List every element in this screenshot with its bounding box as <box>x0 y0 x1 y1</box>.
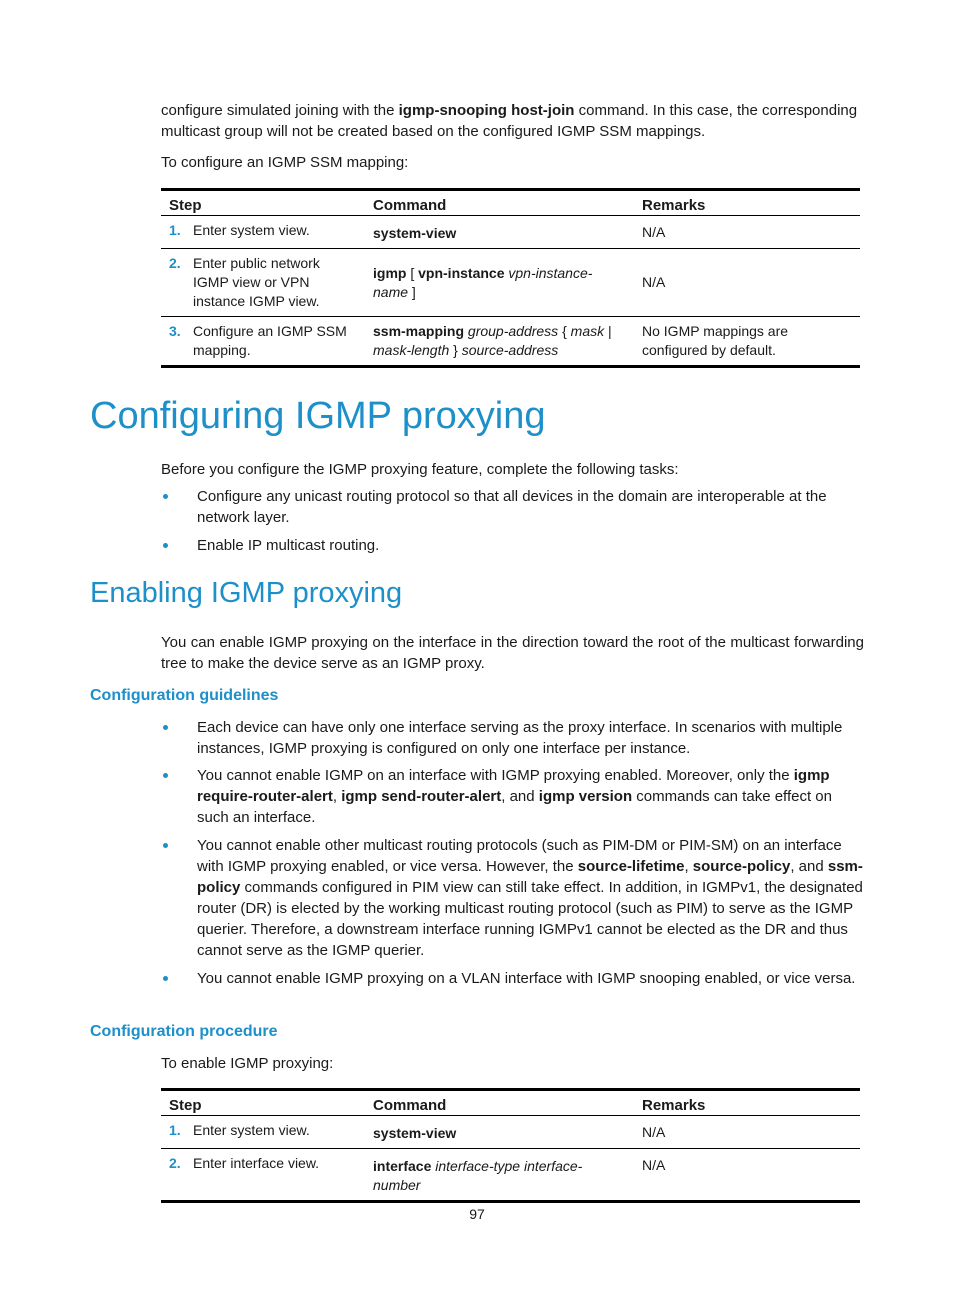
bullet-text: , <box>332 788 342 805</box>
intro-command: igmp-snooping host-join <box>398 102 575 119</box>
command-keyword: vpn-instance <box>418 264 505 281</box>
command-argument: group-address <box>464 323 559 339</box>
table-row <box>161 1116 860 1149</box>
command-argument: vpn-instance-name <box>373 264 593 300</box>
intro-text: configure simulated joining with the <box>161 102 399 119</box>
bullet-text: , <box>684 858 693 875</box>
bullet-text: Each device can have only one interface serving as the proxy interface. In scenarios with multiple instances, IGMP proxying is configured on only one interface per instance. <box>197 719 843 757</box>
intro-paragraph <box>161 100 864 142</box>
step-number: 3. <box>169 323 181 339</box>
bullet-text: , and <box>790 858 828 875</box>
header-command: Command <box>365 190 634 216</box>
command-syntax: [ <box>406 264 419 281</box>
step-text: Enter system view. <box>193 1122 310 1138</box>
bullet-text: commands can take effect on such an interface. <box>197 788 832 826</box>
step-number: 1. <box>169 222 181 238</box>
enable-proxying-table <box>161 1088 860 1203</box>
bullet-dot-icon <box>163 725 168 730</box>
bullet-dot-icon <box>163 976 168 981</box>
list-item <box>197 486 864 528</box>
step-number: 2. <box>169 1155 181 1171</box>
command-keyword: system-view <box>373 225 457 241</box>
bullet-dot-icon <box>163 543 168 548</box>
bullet-text: You cannot enable IGMP on an interface with IGMP proxying enabled. Moreover, only the <box>197 767 794 784</box>
bullet-dot-icon <box>163 494 168 499</box>
header-step: Step <box>161 190 365 216</box>
command-keyword: igmp send-router-alert <box>341 788 502 805</box>
list-item <box>197 535 864 556</box>
header-step: Step <box>161 1090 365 1116</box>
command-argument: mask-length <box>373 342 450 358</box>
bullet-text: Enable IP multicast routing. <box>197 537 380 554</box>
list-item <box>197 717 864 759</box>
command-argument: interface-type interface-number <box>373 1158 583 1193</box>
step-text: Configure an IGMP SSM mapping. <box>193 323 347 358</box>
list-item <box>197 765 864 828</box>
page-number: 97 <box>469 1206 485 1222</box>
header-remarks: Remarks <box>634 1090 860 1116</box>
step-number: 2. <box>169 255 181 271</box>
ssm-mapping-table <box>161 188 860 368</box>
bullet-dot-icon <box>163 843 168 848</box>
command-keyword: source-policy <box>692 858 791 875</box>
remarks: No IGMP mappings are configured by default. <box>634 317 860 367</box>
bullet-text: You cannot enable IGMP proxying on a VLAN interface with IGMP snooping enabled, or vice versa. <box>197 970 856 987</box>
command-argument: source-address <box>461 342 559 358</box>
bullet-text: , and <box>501 788 539 805</box>
command-argument: mask <box>570 323 605 339</box>
procedure-title: Configuration procedure <box>90 1023 278 1040</box>
list-item <box>197 835 864 961</box>
step-text: Enter interface view. <box>193 1155 320 1171</box>
bullet-text: Configure any unicast routing protocol so that all devices in the domain are interoperable at the network layer. <box>197 488 827 526</box>
remarks: N/A <box>634 1116 860 1149</box>
bullet-text: commands configured in PIM view can still take effect. In addition, in IGMPv1, the designated router (DR) is elected by the working multicast routing protocol (such as PIM) to serve as the IGMP querier. Therefore, a downstream interface running IGMPv1 cannot be elected as the DR and thus cannot serve as the IGMP querier. <box>197 879 863 959</box>
command-syntax: ] <box>408 283 416 300</box>
command-keyword: interface <box>373 1158 432 1174</box>
procedure-intro: To enable IGMP proxying: <box>161 1055 334 1072</box>
command-keyword: system-view <box>373 1125 457 1141</box>
prereq-intro: Before you configure the IGMP proxying feature, complete the following tasks: <box>161 461 679 478</box>
header-command: Command <box>365 1090 634 1116</box>
guidelines-title: Configuration guidelines <box>90 687 279 704</box>
table-header-row <box>161 190 860 216</box>
table-row <box>161 249 860 317</box>
list-item <box>197 968 864 989</box>
command-syntax: | <box>604 323 612 339</box>
bullet-dot-icon <box>163 773 168 778</box>
step-number: 1. <box>169 1122 181 1138</box>
table-row <box>161 1149 860 1202</box>
table-header-row <box>161 1090 860 1116</box>
command-keyword: source-lifetime <box>577 858 685 875</box>
section-title: Configuring IGMP proxying <box>90 395 546 437</box>
command-syntax: } <box>449 342 462 358</box>
bullet-text: You cannot enable other multicast routing protocols (such as PIM-DM or PIM-SM) on an interface with IGMP proxying enabled, or vice versa. However, the <box>197 837 842 875</box>
subsection-title: Enabling IGMP proxying <box>90 577 403 609</box>
command-keyword: ssm-mapping <box>373 323 465 339</box>
command-keyword: igmp version <box>538 788 633 805</box>
table-row <box>161 216 860 249</box>
remarks: N/A <box>634 216 860 249</box>
command-keyword: igmp <box>373 264 407 281</box>
command-syntax: { <box>558 323 571 339</box>
intro-text-end: command. In this case, the corresponding multicast group will not be created based on the configured IGMP SSM mappings. <box>161 102 858 140</box>
table-row <box>161 317 860 367</box>
command-keyword: igmp require-router-alert <box>197 767 830 805</box>
command-keyword: ssm-policy <box>197 858 863 896</box>
step-text: Enter public network IGMP view or VPN instance IGMP view. <box>193 255 320 309</box>
remarks: N/A <box>634 249 860 317</box>
enable-paragraph: You can enable IGMP proxying on the interface in the direction toward the root of the multicast forwarding tree to make the device serve as an IGMP proxy. <box>161 634 864 672</box>
step-text: Enter system view. <box>193 222 310 238</box>
remarks: N/A <box>634 1149 860 1202</box>
ssm-mapping-intro: To configure an IGMP SSM mapping: <box>161 154 409 171</box>
header-remarks: Remarks <box>634 190 860 216</box>
